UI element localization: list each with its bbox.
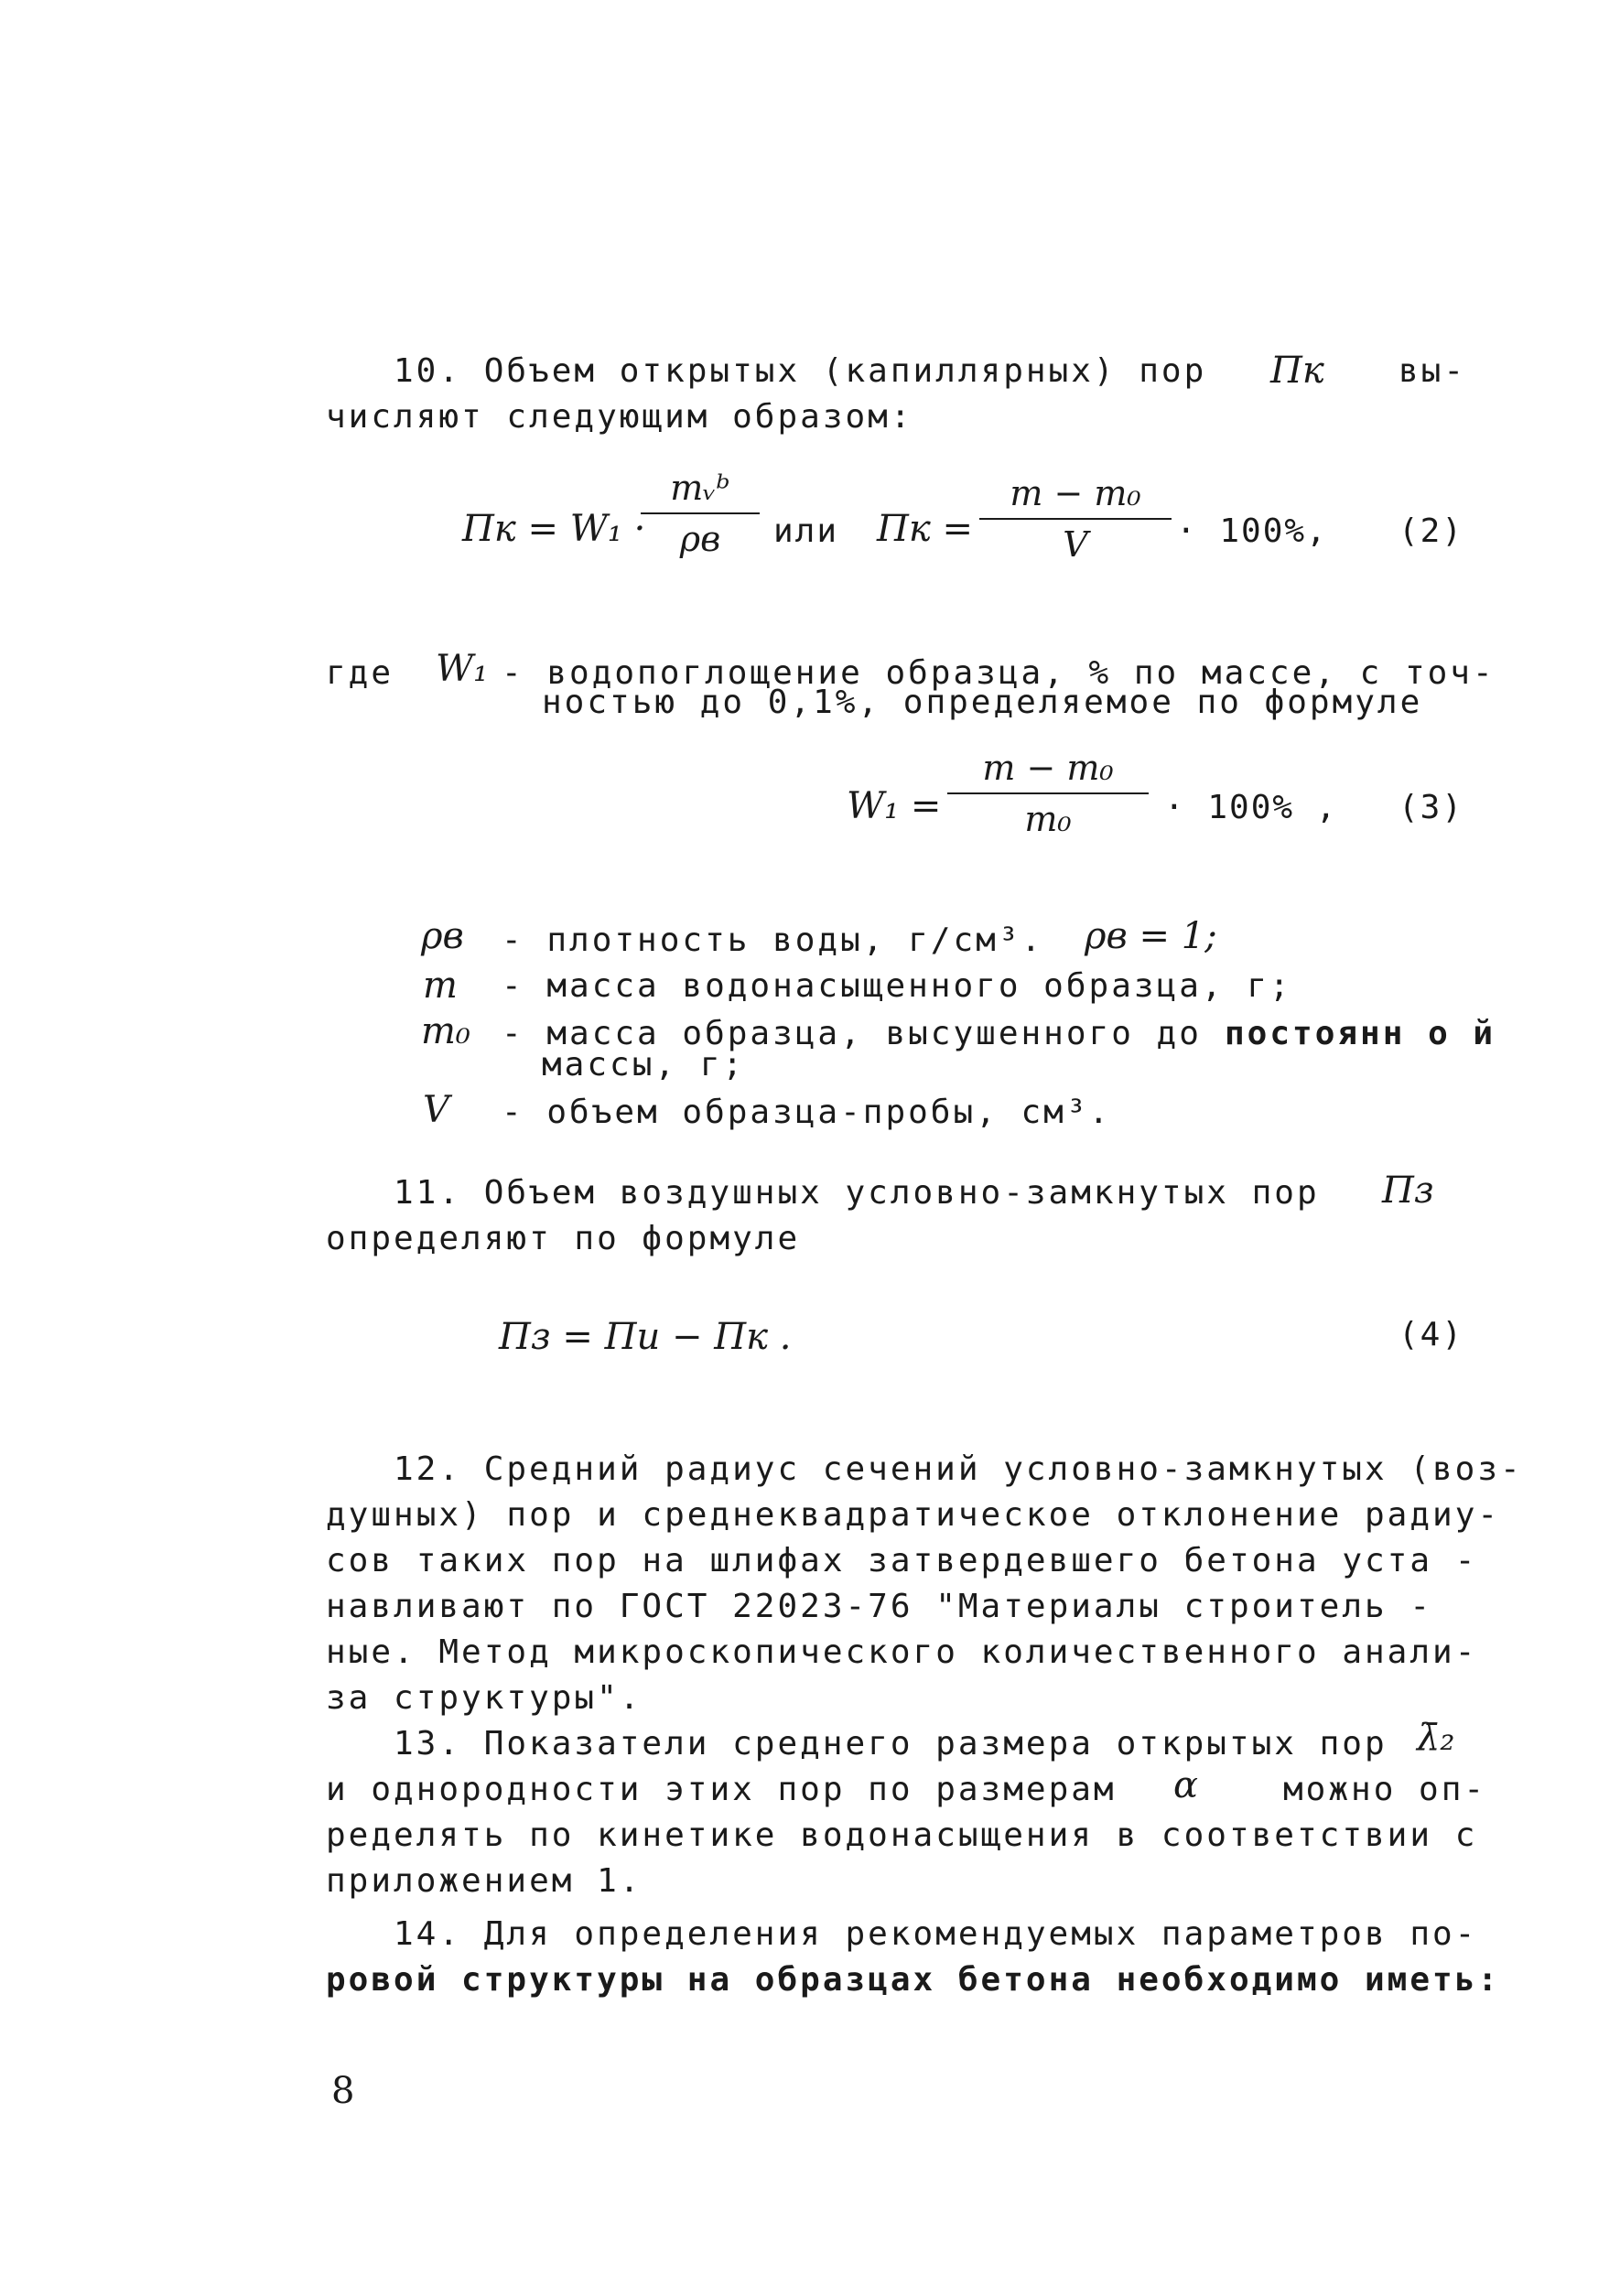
p13-line1: 13. Показатели среднего размера открытых пор xyxy=(394,1725,1388,1762)
where-symbol-w1: W₁ xyxy=(436,648,489,690)
eq2-frac1-numerator: mᵥᵇ xyxy=(670,468,730,508)
p14-line1: 14. Для определения рекомендуемых параметров по- xyxy=(394,1915,1478,1953)
eq2-fraction-1 xyxy=(641,467,760,560)
page-number: 8 xyxy=(331,2070,355,2112)
def-rho-symbol: ρв xyxy=(421,915,464,957)
def-m0-text-b: постоянн о й xyxy=(1225,1015,1496,1052)
p12-line2: душных) пор и среднеквадратическое отклонение радиу- xyxy=(326,1496,1501,1534)
p13-line2-b: можно оп- xyxy=(1283,1771,1487,1808)
eq3-lhs: W₁ = xyxy=(847,785,942,827)
def-m-symbol: m xyxy=(423,965,458,1007)
eq3-fraction xyxy=(947,747,1149,840)
p12-line4: навливают по ГОСТ 22023-76 "Материалы строитель - xyxy=(326,1588,1433,1625)
p10-line1-text: 10. Объем открытых (капиллярных) пор xyxy=(394,352,1207,390)
p12-line6: за структуры". xyxy=(326,1679,643,1717)
where-line1: - водопоглощение образца, % по массе, с точ- xyxy=(502,654,1496,692)
p13-line3: ределять по кинетике водонасыщения в соответствии с xyxy=(326,1816,1478,1854)
eq2-frac2-numerator: m − m₀ xyxy=(1010,473,1141,513)
p14-line2: ровой структуры на образцах бетона необходимо иметь: xyxy=(326,1961,1501,1999)
def-rho-equation: ρв = 1; xyxy=(1085,915,1217,957)
def-m0-text-a: - масса образца, высушенного до xyxy=(502,1015,1202,1052)
p10-line1-end: вы- xyxy=(1399,352,1467,390)
def-v-text: - объем образца-пробы, см³. xyxy=(502,1094,1112,1131)
p10-symbol: Пк xyxy=(1270,350,1324,392)
eq2-frac2-denominator: V xyxy=(1063,524,1088,565)
eq4-number: (4) xyxy=(1399,1316,1464,1353)
p10-line1 xyxy=(394,350,1206,393)
eq3-numerator: m − m₀ xyxy=(982,748,1114,788)
p10-line2: числяют следующим образом: xyxy=(326,398,913,436)
where-line2: ностью до 0,1%, определяемое по формуле xyxy=(542,684,1423,721)
p12-line3: сов таких пор на шлифах затвердевшего бетона уста - xyxy=(326,1542,1478,1579)
eq2-frac1-denominator: ρв xyxy=(679,519,721,559)
eq2-number: (2) xyxy=(1399,512,1464,550)
eq3-number: (3) xyxy=(1399,789,1464,826)
def-v-symbol: V xyxy=(423,1089,449,1131)
p13-line4: приложением 1. xyxy=(326,1862,643,1900)
eq4-expression: Пз = Пи − Пк . xyxy=(499,1316,792,1358)
p13-line2-a: и однородности этих пор по размерам xyxy=(326,1771,1117,1808)
def-rho-text: - плотность воды, г/см³. xyxy=(502,922,1044,959)
p12-line5: ные. Метод микроскопического количественного анали- xyxy=(326,1633,1478,1671)
p12-line1: 12. Средний радиус сечений условно-замкнутых (воз- xyxy=(394,1450,1523,1488)
where-label: где xyxy=(326,654,394,692)
fraction-bar xyxy=(979,518,1172,520)
fraction-bar xyxy=(947,792,1149,794)
def-m0-text-c: массы, г; xyxy=(542,1046,746,1083)
eq3-tail: · 100% , xyxy=(1164,789,1338,826)
p11-line1: 11. Объем воздушных условно-замкнутых пор xyxy=(394,1174,1320,1212)
eq2-lhs: Пк = W₁ · xyxy=(462,508,646,550)
def-m-text: - масса водонасыщенного образца, г; xyxy=(502,967,1292,1005)
eq2-fraction-2 xyxy=(979,472,1172,566)
p13-symbol-alpha: α xyxy=(1173,1764,1199,1806)
p13-symbol-lambda: λ̄₂ xyxy=(1417,1717,1455,1759)
eq2-or: или xyxy=(773,512,839,550)
def-m0-symbol: m₀ xyxy=(421,1010,470,1052)
fraction-bar xyxy=(641,512,760,514)
p11-line2: определяют по формуле xyxy=(326,1220,801,1257)
eq2-tail: · 100%, xyxy=(1176,512,1328,550)
eq3-denominator: m₀ xyxy=(1024,799,1072,839)
p11-symbol: Пз xyxy=(1382,1170,1434,1212)
eq2-lhs2: Пк = xyxy=(877,508,973,550)
